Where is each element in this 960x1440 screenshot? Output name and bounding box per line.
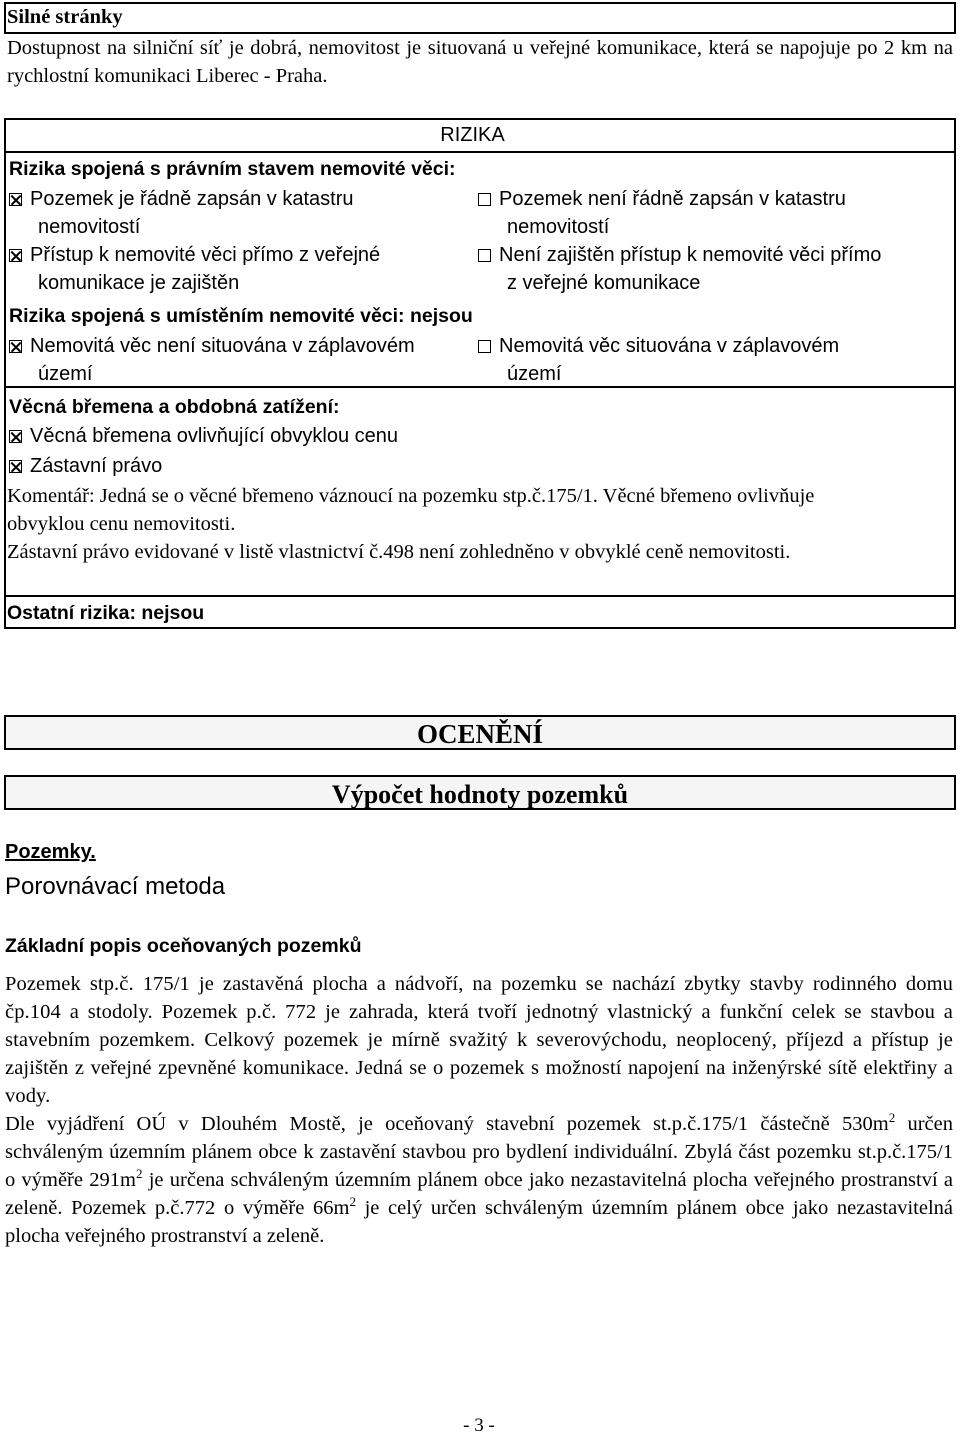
page-number: - 3 - [463, 1415, 495, 1436]
zoning-text-part: určen schváleným územním plánem obce k zastavění stavbou pro bydlení individuální. Zbylá část pozemku st.p.č.175/1 o výměře 291m [5, 1113, 953, 1191]
valuation-title: OCENĚNÍ [416, 719, 544, 749]
location-item-label: Nemovitá věc není situována v záplavovém [30, 335, 415, 357]
easement-item-label: Zástavní právo [30, 455, 163, 477]
legal-risks-heading: Rizika spojená s právním stavem nemovité věci: [9, 158, 456, 180]
legal-item-label: Není zajištěn přístup k nemovité věci přímo [499, 244, 882, 266]
legal-item-label: Pozemek není řádně zapsán v katastru [499, 188, 846, 210]
easement-heading: Věcná břemena a obdobná zatížení: [9, 396, 340, 418]
checked-box-icon [9, 340, 22, 353]
legal-item-label: Pozemek je řádně zapsán v katastru [30, 188, 354, 210]
checked-box-icon [9, 460, 22, 473]
risks-title: RIZIKA [440, 124, 505, 146]
risks-other-divider [4, 595, 956, 597]
legal-item-label-cont: nemovitostí [38, 216, 141, 238]
zoning-text-part: je určena schváleným územním plánem obce jako nezastavitelná plocha veřejného prostranství a zeleně. Pozemek p.č.772 o výměře 66m [5, 1169, 953, 1219]
superscript: 2 [888, 1110, 896, 1126]
location-item-flood [478, 332, 948, 388]
location-item-no-flood [9, 332, 469, 388]
risks-title-divider [4, 151, 956, 153]
location-item-label-cont: území [507, 363, 562, 385]
risks-comment-2: Zástavní právo evidované v listě vlastnictví č.498 není zohledněno v obvyklé ceně nemovitosti. [7, 541, 791, 563]
legal-item-label-cont: komunikace je zajištěn [38, 272, 240, 294]
legal-item-label-cont: nemovitostí [507, 216, 610, 238]
valuation-subtitle: Výpočet hodnoty pozemků [331, 780, 629, 809]
easement-item-lien [9, 452, 162, 480]
superscript: 2 [135, 1166, 143, 1182]
valuation-method: Porovnávací metoda [5, 873, 226, 900]
legal-item-label: Přístup k nemovité věci přímo z veřejné [30, 244, 381, 266]
other-risks: Ostatní rizika: nejsou [7, 602, 205, 624]
risks-comment-1: Komentář: Jedná se o věcné břemeno váznoucí na pozemku stp.č.175/1. Věcné břemeno ovlivňuje obvyklou cenu nemovitosti. [7, 485, 815, 535]
empty-box-icon [478, 249, 491, 262]
superscript: 2 [349, 1194, 356, 1210]
easement-item-affecting-price [9, 422, 398, 450]
strengths-title-box [4, 2, 956, 34]
legal-item-access-ok [9, 241, 469, 297]
legal-item-not-registered [478, 185, 948, 241]
empty-box-icon [478, 340, 491, 353]
basic-description-heading: Základní popis oceňovaných pozemků [5, 935, 362, 957]
legal-item-registered [9, 185, 469, 241]
checked-box-icon [9, 193, 22, 206]
empty-box-icon [478, 193, 491, 206]
easement-item-label: Věcná břemena ovlivňující obvyklou cenu [30, 425, 398, 447]
strengths-title: Silné stránky [7, 6, 123, 28]
location-item-label: Nemovitá věc situována v záplavovém [499, 335, 840, 357]
land-label: Pozemky. [5, 841, 96, 863]
checked-box-icon [9, 249, 22, 262]
land-description-paragraph: Pozemek stp.č. 175/1 je zastavěná plocha a nádvoří, na pozemku se nachází zbytky stavby rodinného domu čp.104 a stodoly. Pozemek p.č. 772 je zahrada, která tvoří jednotný vlastnický a funkční celek se stavbou a stavebním pozemkem. Celkový pozemek je mírně svažitý k severovýchodu, neoplocený, příjezd a přístup je zajištěn z veřejné zpevněné komunikace. Jedná se o pozemek s možností napojení na inženýrské sítě elektřiny a vody. [5, 973, 953, 1107]
checked-box-icon [9, 430, 22, 443]
location-item-label-cont: území [38, 363, 93, 385]
location-risks-heading: Rizika spojená s umístěním nemovité věci: nejsou [9, 305, 473, 327]
strengths-text: Dostupnost na silniční síť je dobrá, nemovitost je situovaná u veřejné komunikace, která se napojuje po 2 km na rychlostní komunikaci Liberec - Praha. [7, 37, 953, 87]
legal-item-label-cont: z veřejné komunikace [507, 272, 701, 294]
legal-item-access-missing [478, 241, 953, 297]
zoning-text-part: Dle vyjádření OÚ v Dlouhém Mostě, je oceňovaný stavební pozemek st.p.č.175/1 částečně 530m [5, 1113, 889, 1135]
zoning-text-part: je celý určen schváleným územním plánem obce jako nezastavitelná plocha veřejného prostranství a zeleně. [5, 1197, 953, 1247]
land-zoning-paragraph [5, 1110, 953, 1250]
